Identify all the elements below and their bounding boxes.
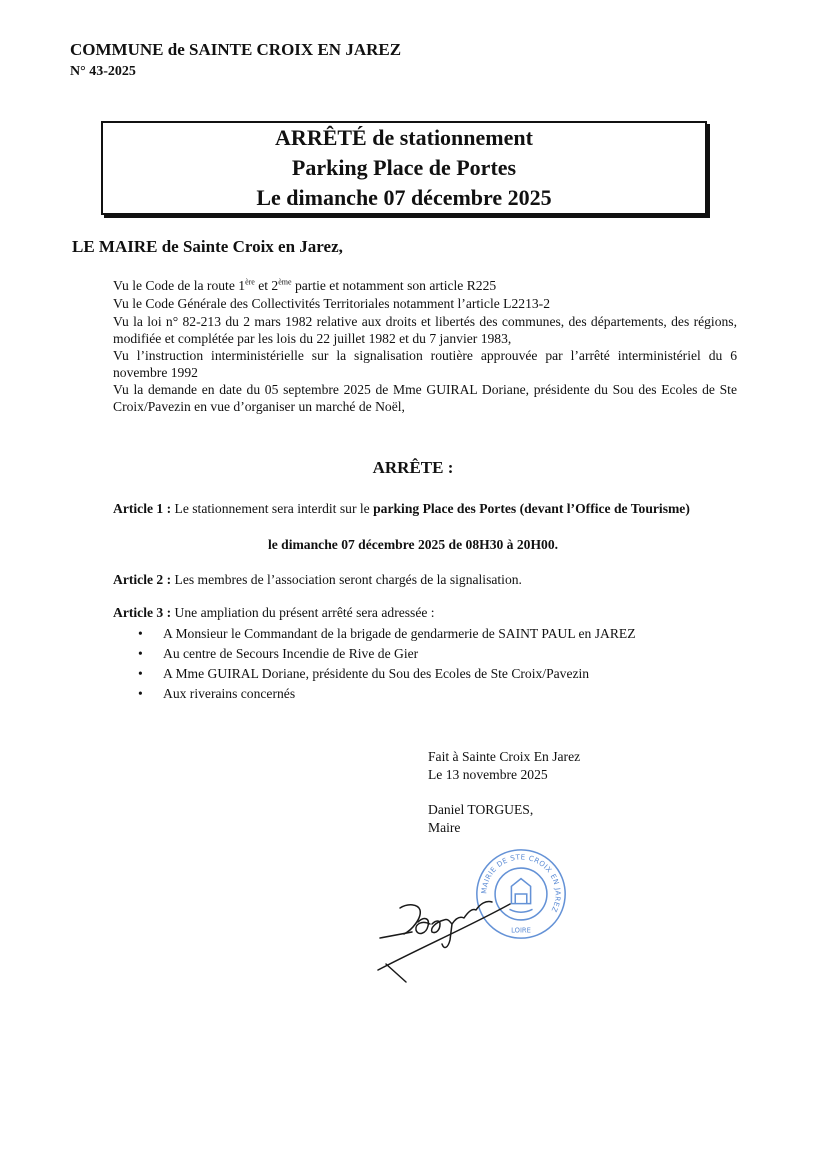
article-2-label: Article 2 : — [113, 572, 172, 587]
article-3-label: Article 3 : — [113, 605, 172, 620]
considerant-1 — [113, 277, 737, 294]
article-2 — [113, 570, 737, 589]
stamp-bottom-text: LOIRE — [511, 926, 531, 935]
considerant-1-a: Vu le Code de la route 1 — [113, 278, 246, 293]
list-item: • A Mme GUIRAL Doriane, présidente du Sou des Ecoles de Ste Croix/Pavezin — [138, 664, 636, 684]
list-item: • Au centre de Secours Incendie de Rive de Gier — [138, 644, 636, 664]
distribution-list — [138, 624, 636, 704]
list-item: • A Monsieur le Commandant de la brigade de gendarmerie de SAINT PAUL en JAREZ — [138, 624, 636, 644]
title-line-3: Le dimanche 07 décembre 2025 — [256, 185, 552, 210]
article-1-date: le dimanche 07 décembre 2025 de 08H30 à 20H00. — [267, 537, 559, 552]
list-item: • Aux riverains concernés — [138, 684, 636, 704]
arrete-heading: ARRÊTE : — [372, 458, 454, 477]
considerant-5: Vu la demande en date du 05 septembre 2025 de Mme GUIRAL Doriane, présidente du Sou des Ecoles de Ste Croix/Pavezin en vue d’organiser un marché de Noël, — [113, 382, 737, 414]
stamp-text: MAIRIE DE STE CROIX EN JAREZ — [479, 852, 563, 914]
article-3 — [113, 603, 737, 622]
title-line-1: ARRÊTÉ de stationnement — [275, 125, 533, 150]
considerant-1-c: partie et notamment son article R225 — [291, 278, 497, 293]
article-1-label: Article 1 : — [113, 501, 172, 516]
signatory-title: Maire — [428, 820, 461, 835]
title-box — [101, 121, 707, 215]
considerant-4: Vu l’instruction interministérielle sur la signalisation routière approuvée par l’arrêté interministériel du 6 novembre 1992 — [113, 348, 737, 380]
article-2-text: Les membres de l’association seront chargés de la signalisation. — [171, 572, 522, 587]
arrete-number: N° 43-2025 — [70, 64, 136, 79]
signature-date: Le 13 novembre 2025 — [428, 767, 548, 782]
handwritten-signature-icon — [360, 878, 530, 988]
signatory-name: Daniel TORGUES, — [428, 802, 534, 817]
article-1-location: parking Place des Portes (devant l’Office de Tourisme) — [373, 501, 690, 516]
considerant-3: Vu la loi n° 82-213 du 2 mars 1982 relative aux droits et libertés des communes, des départements, des régions, modifiée et complétée par les lois du 22 juillet 1982 et du 7 janvier 1983, — [113, 314, 737, 346]
considerant-1-sup-2: ème — [278, 277, 292, 287]
maire-heading: LE MAIRE de Sainte Croix en Jarez, — [72, 237, 343, 256]
considerant-1-b: et 2 — [254, 278, 279, 293]
commune-name: COMMUNE de SAINTE CROIX EN JAREZ — [70, 40, 402, 59]
article-1 — [113, 499, 737, 518]
signature-place: Fait à Sainte Croix En Jarez — [428, 749, 581, 764]
title-line-2: Parking Place de Portes — [291, 155, 517, 180]
article-3-text: Une ampliation du présent arrêté sera adressée : — [171, 605, 435, 620]
article-1-text: Le stationnement sera interdit sur le — [171, 501, 374, 516]
considerant-1-sup-1: ère — [245, 277, 255, 287]
considerant-2: Vu le Code Générale des Collectivités Territoriales notamment l’article L2213-2 — [113, 296, 550, 311]
